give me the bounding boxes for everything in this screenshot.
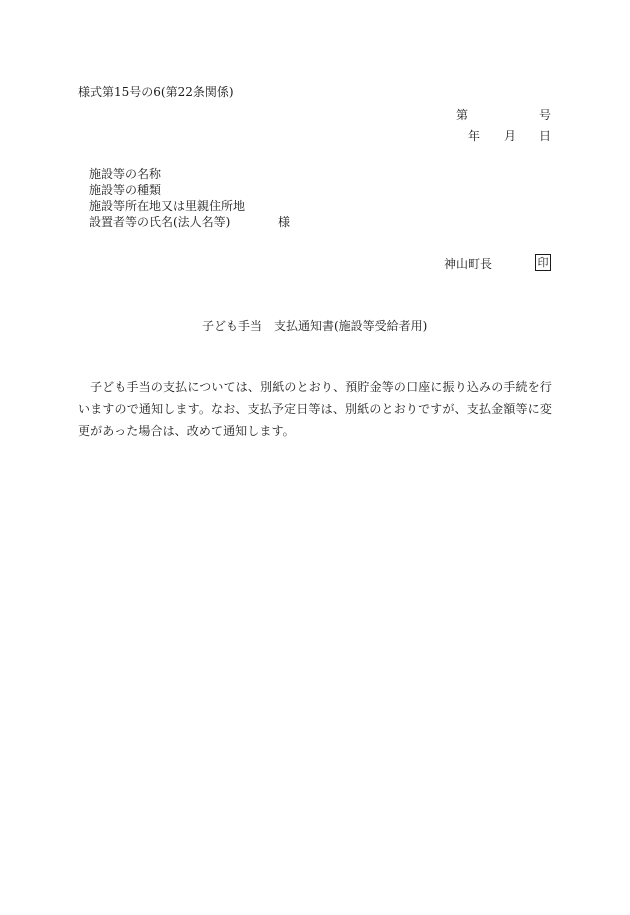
document-number-suffix: 号 [539,108,552,122]
sender-name: 神山町長 [444,257,493,271]
honorific: 様 [278,215,291,229]
date-year: 年 [468,129,481,143]
founder-name-label: 設置者等の氏名(法人名等) [89,215,231,229]
facility-name-label: 施設等の名称 [89,167,162,181]
seal-box: 印 [535,254,551,271]
facility-type-label: 施設等の種類 [89,183,162,197]
date-day: 日 [539,129,552,143]
document-title: 子ども手当 支払通知書(施設等受給者用) [202,319,428,333]
document-number-label: 第 [456,108,469,122]
date-month: 月 [504,129,517,143]
body-paragraph: 子ども手当の支払については、別紙のとおり、預貯金等の口座に振り込みの手続を行いますので通知します。なお、支払予定日等は、別紙のとおりですが、支払金額等に変更があった場合は、改めて通知します。 [78,380,552,438]
form-number: 様式第15号の6(第22条関係) [78,85,234,99]
facility-address-label: 施設等所在地又は里親住所地 [89,199,246,213]
